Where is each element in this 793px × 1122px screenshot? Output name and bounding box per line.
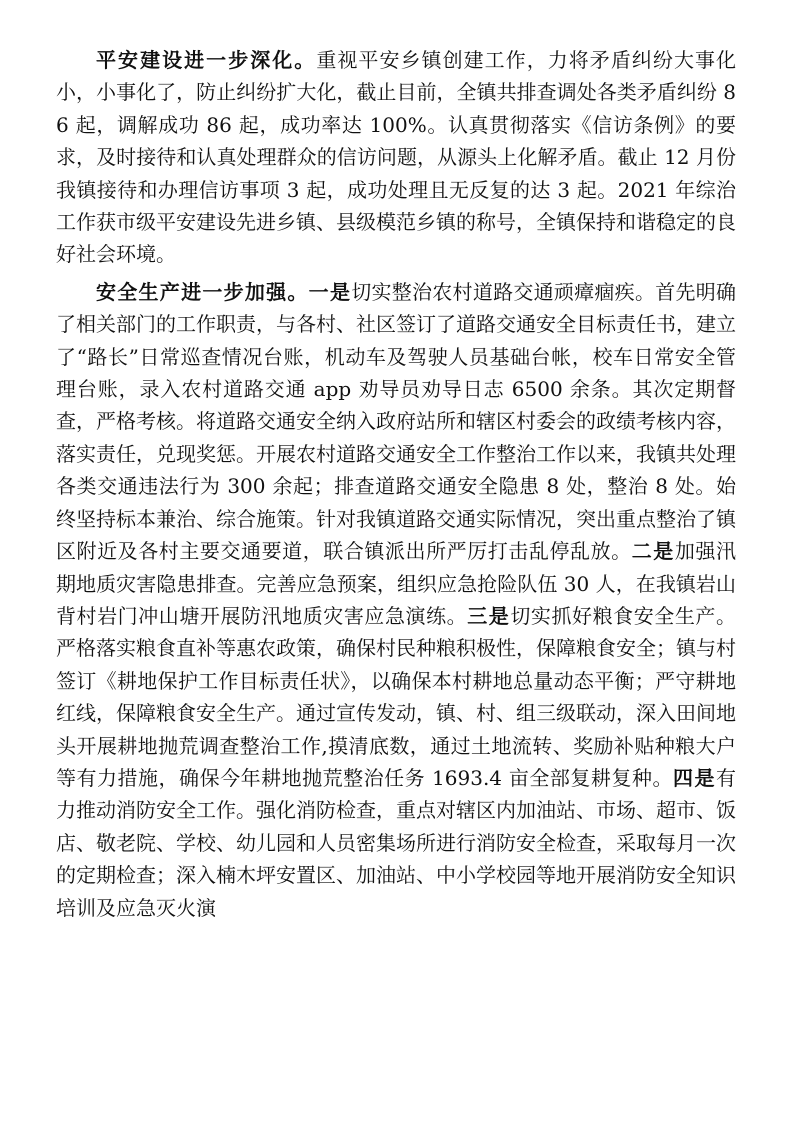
paragraph-safety-building bbox=[56, 44, 736, 271]
item-text-3: 切实抓好粮食安全生产。严格落实粮食直补等惠农政策，确保村民种粮积极性，保障粮食安全；镇与村签订《耕地保护工作目标责任状》，以确保本村耕地总量动态平衡；严守耕地红线，保障粮食安全生产。通过宣传发动，镇、村、组三级联动，深入田间地头开展耕地抛荒调查整治工作,摸清底数，通过土地流转、奖励补贴种粮大户等有力措施，确保今年耕地抛荒整治任务 1693.4 亩全部复耕复种。 bbox=[56, 603, 736, 790]
item-text-1: 切实整治农村道路交通顽瘴痼疾。首先明确了相关部门的工作职责，与各村、社区签订了道路交通安全目标责任书，建立了“路长”日常巡查情况台账，机动车及驾驶人员基础台帐，校车日常安全管理台账，录入农村道路交通 app 劝导员劝导日志 6500 余条。其次定期督查，严格考核。将道路交通安全纳入政府站所和辖区村委会的政绩考核内容，落实责任，兑现奖惩。开展农村道路交通安全工作整治工作以来，我镇共处理各类交通违法行为 300 余起；排查道路交通安全隐患 8 处，整治 8 处。始终坚持标本兼治、综合施策。针对我镇道路交通实际情况，突出重点整治了镇区附近及各村主要交通要道，联合镇派出所严厉打击乱停乱放。 bbox=[56, 279, 737, 564]
paragraph-lead-heading: 平安建设进一步深化。 bbox=[96, 48, 317, 72]
item-text-2: 加强汛期地质灾害隐患排查。完善应急预案，组织应急抢险队伍 30 人，在我镇岩山背村岩门冲山塘开展防汛地质灾害应急演练。 bbox=[56, 539, 736, 628]
item-marker-3: 三是 bbox=[467, 603, 511, 628]
paragraph-lead-heading: 安全生产进一步加强。 bbox=[96, 279, 309, 304]
item-marker-4: 四是 bbox=[672, 765, 717, 790]
item-text-4: 有力推动消防安全工作。强化消防检查，重点对辖区内加油站、市场、超市、饭店、敬老院、学校、幼儿园和人员密集场所进行消防安全检查，采取每月一次的定期检查；深入楠木坪安置区、加油站、中小学校园等地开展消防安全知识培训及应急灭火演 bbox=[56, 765, 737, 920]
document-page bbox=[56, 44, 736, 929]
paragraph-production-safety bbox=[56, 276, 736, 924]
item-marker-1: 一是 bbox=[308, 279, 352, 304]
paragraph-body: 重视平安乡镇创建工作，力将矛盾纠纷大事化小，小事化了，防止纠纷扩大化，截止目前，全镇共排查调处各类矛盾纠纷 86 起，调解成功 86 起，成功率达 100%。认真贯彻落实《信访条例》的要求，及时接待和认真处理群众的信访问题，从源头上化解矛盾。截止 12 月份我镇接待和办理信访事项 3 起，成功处理且无反复的达 3 起。2021 年综治工作获市级平安建设先进乡镇、县级模范乡镇的称号，全镇保持和谐稳定的良好社会环境。 bbox=[56, 48, 737, 267]
item-marker-2: 二是 bbox=[631, 539, 675, 564]
